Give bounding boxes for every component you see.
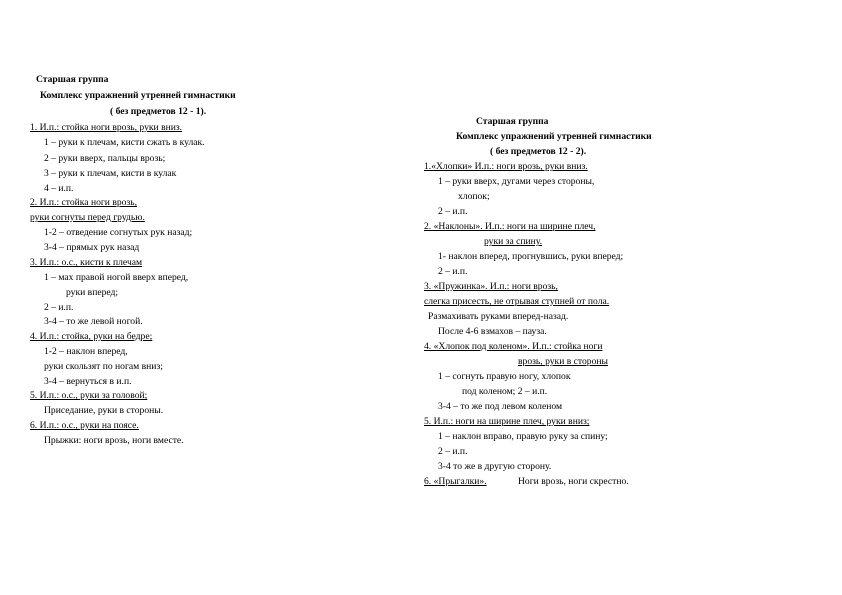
right-exercise-2-heading-cont: руки за спину. — [484, 236, 543, 247]
right-line: 3-4 то же в другую сторону. — [438, 461, 552, 472]
right-line: хлопок; — [458, 191, 490, 202]
right-exercise-3-heading: 3. «Пружинка». И.п.: ноги врозь, — [424, 281, 558, 292]
right-line: 2 – и.п. — [438, 266, 468, 277]
left-line: руки скользят по ногам вниз; — [44, 361, 163, 372]
left-line: руки вперед; — [66, 287, 119, 298]
left-line: 1 – руки к плечам, кисти сжать в кулак. — [44, 137, 205, 148]
left-line: 3-4 – прямых рук назад — [44, 242, 140, 253]
right-line: После 4-6 взмахов – пауза. — [438, 326, 547, 337]
left-line: 2 – руки вверх, пальцы врозь; — [44, 153, 166, 164]
right-exercise-6-heading: 6. «Прыгалки». — [424, 476, 487, 487]
left-line: 1 – мах правой ногой вверх вперед, — [44, 272, 189, 283]
left-title: Старшая группа — [36, 74, 109, 85]
right-line: 1 – согнуть правую ногу, хлопок — [438, 371, 571, 382]
left-subtitle: Комплекс упражнений утренней гимнастики — [40, 90, 236, 101]
left-exercise-3-heading: 3. И.п.: о.с., кисти к плечам — [30, 257, 143, 268]
left-line: 2 – и.п. — [44, 302, 74, 313]
right-line: 2 – и.п. — [438, 206, 468, 217]
left-exercise-2-heading: 2. И.п.: стойка ноги врозь, — [30, 197, 138, 208]
right-note: ( без предметов 12 - 2). — [490, 146, 587, 157]
right-exercise-3-heading-cont: слегка присесть, не отрывая ступней от пола. — [424, 296, 610, 307]
right-line: 1 – наклон вправо, правую руку за спину; — [438, 431, 608, 442]
right-exercise-4-heading: 4. «Хлопок под коленом». И.п.: стойка ноги — [424, 341, 603, 352]
right-line: Ноги врозь, ноги скрестно. — [518, 476, 629, 487]
left-line: Прыжки: ноги врозь, ноги вместе. — [44, 435, 184, 446]
right-line: Размахивать руками вперед-назад. — [428, 311, 569, 322]
right-exercise-4-heading-cont: врозь, руки в стороны — [518, 356, 608, 367]
left-line: 3 – руки к плечам, кисти в кулак — [44, 168, 177, 179]
right-line: 3-4 – то же под левом коленом — [438, 401, 563, 412]
left-line: 1-2 – наклон вперед, — [44, 346, 128, 357]
left-exercise-1-heading: 1. И.п.: стойка ноги врозь, руки вниз. — [30, 122, 183, 133]
right-exercise-1-heading: 1.«Хлопки» И.п.: ноги врозь, руки вниз. — [424, 161, 588, 172]
right-line: под коленом; 2 – и.п. — [462, 386, 548, 397]
left-exercise-2-heading-cont: руки согнуты перед грудью. — [30, 212, 145, 223]
right-line: 1 – руки вверх, дугами через стороны, — [438, 176, 595, 187]
right-exercise-2-heading: 2. «Наклоны». И.п.: ноги на ширине плеч, — [424, 221, 596, 232]
left-exercise-5-heading: 5. И.п.: о.с., руки за головой; — [30, 390, 148, 401]
right-exercise-5-heading: 5. И.п.: ноги на ширине плеч, руки вниз; — [424, 416, 590, 427]
left-exercise-6-heading: 6. И.п.: о.с., руки на поясе. — [30, 420, 139, 431]
left-exercise-4-heading: 4. И.п.: стойка, руки на бедре; — [30, 331, 153, 342]
right-title: Старшая группа — [476, 116, 549, 127]
left-note: ( без предметов 12 - 1). — [110, 106, 207, 117]
right-line: 2 – и.п. — [438, 446, 468, 457]
right-subtitle: Комплекс упражнений утренней гимнастики — [456, 131, 652, 142]
left-line: 1-2 – отведение согнутых рук назад; — [44, 227, 193, 238]
left-line: 3-4 – то же левой ногой. — [44, 316, 143, 327]
right-line: 1- наклон вперед, прогнувшись, руки вперед; — [438, 251, 624, 262]
left-line: 4 – и.п. — [44, 183, 74, 194]
left-line: Приседание, руки в стороны. — [44, 405, 164, 416]
left-line: 3-4 – вернуться в и.п. — [44, 376, 132, 387]
